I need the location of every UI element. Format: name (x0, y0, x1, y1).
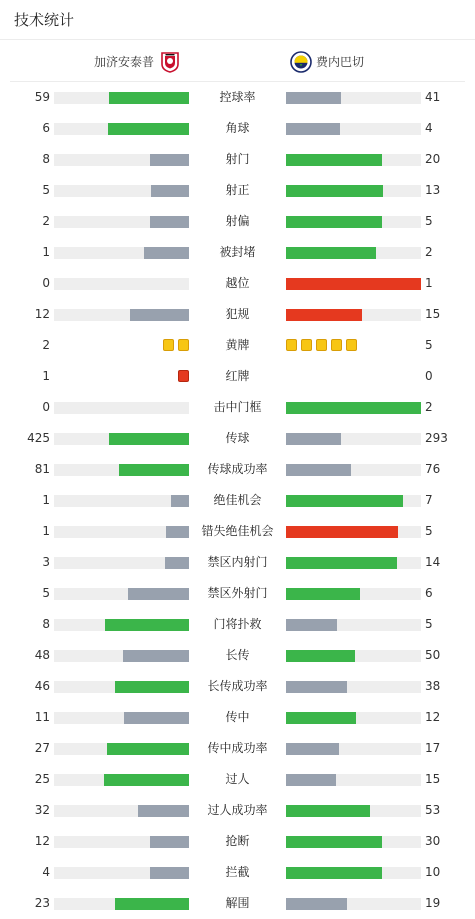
away-stat-bar (286, 898, 347, 910)
home-stat-value: 5 (42, 183, 50, 197)
away-stat-bar-track (286, 650, 421, 662)
away-stat-value: 293 (425, 431, 448, 445)
stat-row (0, 361, 475, 392)
home-stat-value: 4 (42, 865, 50, 879)
home-stat-bar (107, 743, 189, 755)
home-stat-bar (119, 464, 189, 476)
away-stat-bar (286, 836, 382, 848)
home-stat-value: 8 (42, 152, 50, 166)
away-stat-value: 30 (425, 834, 441, 848)
home-stat-bar-track (54, 805, 189, 817)
away-stat-value: 4 (425, 121, 433, 135)
home-stat-bar (128, 588, 189, 600)
stat-label: 射正 (225, 183, 250, 197)
stat-label: 过人 (225, 772, 250, 786)
away-stat-value: 5 (425, 524, 433, 538)
home-stat-bar-track (54, 216, 189, 228)
stat-row (0, 392, 475, 423)
yellow-card-icon (286, 339, 297, 351)
home-stat-bar-track (54, 433, 189, 445)
away-stat-value: 12 (425, 710, 441, 724)
away-stat-bar-track (286, 867, 421, 879)
home-stat-bar-track (54, 402, 189, 414)
home-stat-bar-track (54, 154, 189, 166)
away-stat-bar-track (286, 216, 421, 228)
away-stat-bar-track (286, 774, 421, 786)
stat-row (0, 485, 475, 516)
stat-row (0, 454, 475, 485)
away-stat-value: 19 (425, 896, 441, 910)
away-stat-bar-track (286, 402, 421, 414)
away-stat-value: 6 (425, 586, 433, 600)
page-title: 技术统计 (0, 0, 475, 40)
stat-row (0, 330, 475, 361)
away-stat-value: 13 (425, 183, 441, 197)
stat-label: 黄牌 (225, 338, 250, 352)
stat-label: 解围 (225, 896, 250, 910)
away-stat-value: 20 (425, 152, 441, 166)
stat-label: 传球 (225, 431, 250, 445)
away-stat-bar-track (286, 278, 421, 290)
away-stat-bar (286, 526, 398, 538)
away-stat-bar-track (286, 92, 421, 104)
home-stat-bar-track (54, 774, 189, 786)
away-stat-bar (286, 185, 383, 197)
away-stat-bar (286, 588, 360, 600)
home-stat-value: 2 (42, 214, 50, 228)
away-stat-bar-track (286, 836, 421, 848)
home-stat-bar (109, 433, 189, 445)
home-stat-bar (151, 185, 189, 197)
stat-row (0, 268, 475, 299)
home-stat-bar-track (54, 464, 189, 476)
home-stat-bar-track (54, 712, 189, 724)
away-stat-value: 5 (425, 338, 433, 352)
home-stat-bar (115, 898, 189, 910)
away-stat-bar-track (286, 185, 421, 197)
home-stat-value: 425 (27, 431, 50, 445)
away-stat-bar (286, 433, 341, 445)
stat-row (0, 547, 475, 578)
stat-row (0, 82, 475, 113)
stat-row (0, 175, 475, 206)
away-stat-bar (286, 309, 362, 321)
stats-list (0, 82, 475, 919)
home-stat-bar-track (54, 650, 189, 662)
home-stat-value: 2 (42, 338, 50, 352)
away-stat-value: 10 (425, 865, 441, 879)
stat-label: 禁区内射门 (207, 555, 268, 569)
stat-row (0, 578, 475, 609)
away-stat-bar (286, 867, 382, 879)
stat-row (0, 113, 475, 144)
away-stat-bar (286, 402, 421, 414)
home-stat-bar (123, 650, 189, 662)
team-header (10, 40, 465, 82)
away-stat-bar (286, 805, 370, 817)
stat-row (0, 237, 475, 268)
home-stat-bar (124, 712, 189, 724)
away-stat-bar (286, 92, 341, 104)
home-stat-value: 6 (42, 121, 50, 135)
yellow-card-icon (316, 339, 327, 351)
stat-label: 禁区外射门 (207, 586, 268, 600)
stat-label: 过人成功率 (207, 803, 268, 817)
home-stat-bar-track (54, 588, 189, 600)
home-stat-bar (166, 526, 189, 538)
yellow-card-icon (178, 339, 189, 351)
stat-row (0, 857, 475, 888)
home-stat-value: 81 (34, 462, 50, 476)
away-stat-bar (286, 154, 382, 166)
home-stat-value: 27 (34, 741, 50, 755)
stat-row (0, 702, 475, 733)
away-stat-bar (286, 650, 355, 662)
home-stat-bar-track (54, 123, 189, 135)
away-stat-bar (286, 495, 403, 507)
home-stat-bar (138, 805, 189, 817)
away-stat-bar-track (286, 898, 421, 910)
away-stat-value: 41 (425, 90, 441, 104)
home-stat-value: 48 (34, 648, 50, 662)
away-stat-bar-track (286, 588, 421, 600)
away-stat-value: 53 (425, 803, 441, 817)
stat-row (0, 299, 475, 330)
home-team[interactable] (94, 40, 180, 82)
away-stat-bar-track (286, 712, 421, 724)
away-stat-bar (286, 278, 421, 290)
away-stat-bar-track (286, 743, 421, 755)
home-stat-value: 0 (42, 276, 50, 290)
home-stat-bar (165, 557, 189, 569)
red-card-icon (178, 370, 189, 382)
stat-row (0, 826, 475, 857)
stat-label: 犯规 (225, 307, 250, 321)
home-cards (178, 370, 189, 382)
stat-label: 射门 (225, 152, 250, 166)
home-stat-bar (150, 154, 189, 166)
home-stat-value: 11 (34, 710, 50, 724)
home-stat-value: 1 (42, 369, 50, 383)
home-stat-value: 1 (42, 245, 50, 259)
home-stat-value: 1 (42, 493, 50, 507)
home-stat-value: 23 (34, 896, 50, 910)
stat-label: 门将扑救 (213, 617, 262, 631)
away-stat-bar (286, 743, 339, 755)
home-stat-bar-track (54, 495, 189, 507)
home-stat-value: 3 (42, 555, 50, 569)
yellow-card-icon (331, 339, 342, 351)
away-stat-value: 14 (425, 555, 441, 569)
home-stat-value: 59 (34, 90, 50, 104)
away-stat-bar (286, 247, 376, 259)
away-stat-value: 15 (425, 307, 441, 321)
home-stat-value: 5 (42, 586, 50, 600)
stat-label: 拦截 (225, 865, 250, 879)
home-stat-bar-track (54, 619, 189, 631)
home-team-name: 加济安泰普 (93, 54, 154, 69)
home-stat-bar-track (54, 309, 189, 321)
home-stat-bar-track (54, 247, 189, 259)
home-stat-value: 46 (34, 679, 50, 693)
away-stat-bar (286, 557, 397, 569)
stat-row (0, 144, 475, 175)
away-stat-bar-track (286, 619, 421, 631)
away-stat-value: 2 (425, 245, 433, 259)
away-team[interactable] (290, 40, 364, 82)
stat-label: 传中成功率 (207, 741, 268, 755)
away-stat-bar (286, 123, 340, 135)
home-stat-bar-track (54, 743, 189, 755)
away-stat-value: 2 (425, 400, 433, 414)
yellow-card-icon (163, 339, 174, 351)
away-stat-value: 7 (425, 493, 433, 507)
stat-label: 越位 (225, 276, 250, 290)
yellow-card-icon (301, 339, 312, 351)
stat-label: 射偏 (225, 214, 250, 228)
away-stat-bar (286, 774, 336, 786)
away-stat-bar-track (286, 526, 421, 538)
stat-row (0, 888, 475, 919)
stat-label: 击中门框 (213, 400, 262, 414)
home-stat-bar (109, 92, 189, 104)
stat-row (0, 733, 475, 764)
stat-label: 长传成功率 (207, 679, 268, 693)
home-stat-bar-track (54, 557, 189, 569)
stat-label: 绝佳机会 (213, 493, 262, 507)
stat-row (0, 671, 475, 702)
home-stat-bar (150, 216, 189, 228)
away-stat-value: 0 (425, 369, 433, 383)
away-stat-value: 15 (425, 772, 441, 786)
stat-row (0, 423, 475, 454)
home-stat-bar-track (54, 278, 189, 290)
stat-row (0, 206, 475, 237)
away-stat-bar (286, 681, 347, 693)
away-stat-value: 1 (425, 276, 433, 290)
home-stat-bar-track (54, 836, 189, 848)
away-stat-bar-track (286, 247, 421, 259)
home-stat-bar (171, 495, 189, 507)
home-stat-bar-track (54, 526, 189, 538)
home-stat-value: 12 (34, 307, 50, 321)
away-stat-bar-track (286, 123, 421, 135)
home-stat-value: 25 (34, 772, 50, 786)
stat-row (0, 640, 475, 671)
home-stat-bar (115, 681, 189, 693)
away-team-name: 费内巴切 (316, 54, 365, 69)
home-stat-bar-track (54, 867, 189, 879)
home-cards (163, 339, 189, 351)
home-stat-bar (108, 123, 189, 135)
away-stat-bar-track (286, 433, 421, 445)
away-stat-bar (286, 216, 382, 228)
home-stat-bar (150, 867, 189, 879)
away-stat-value: 38 (425, 679, 441, 693)
stat-label: 被封堵 (219, 245, 256, 259)
home-stat-bar (104, 774, 189, 786)
away-team-logo-icon (290, 51, 310, 71)
home-stat-value: 0 (42, 400, 50, 414)
away-stat-value: 76 (425, 462, 441, 476)
stat-label: 红牌 (225, 369, 250, 383)
away-stat-value: 50 (425, 648, 441, 662)
away-stat-value: 5 (425, 617, 433, 631)
away-stat-bar-track (286, 805, 421, 817)
yellow-card-icon (346, 339, 357, 351)
away-stat-bar-track (286, 557, 421, 569)
stat-label: 长传 (225, 648, 250, 662)
away-stat-bar (286, 464, 351, 476)
away-cards (286, 339, 357, 351)
home-stat-value: 8 (42, 617, 50, 631)
away-stat-value: 5 (425, 214, 433, 228)
home-stat-bar-track (54, 898, 189, 910)
home-stat-bar-track (54, 185, 189, 197)
home-team-logo-icon (160, 51, 180, 71)
stat-row (0, 795, 475, 826)
away-stat-bar-track (286, 681, 421, 693)
home-stat-value: 12 (34, 834, 50, 848)
home-stat-bar-track (54, 681, 189, 693)
home-stat-bar (150, 836, 189, 848)
home-stat-bar (105, 619, 189, 631)
stat-label: 传球成功率 (207, 462, 268, 476)
stat-row (0, 609, 475, 640)
home-stat-value: 32 (34, 803, 50, 817)
away-stat-bar-track (286, 154, 421, 166)
away-stat-bar-track (286, 495, 421, 507)
stat-label: 抢断 (225, 834, 250, 848)
stat-label: 控球率 (219, 90, 256, 104)
away-stat-bar-track (286, 309, 421, 321)
away-stat-bar (286, 619, 337, 631)
stat-label: 角球 (225, 121, 250, 135)
stat-row (0, 764, 475, 795)
home-stat-bar (144, 247, 189, 259)
away-stat-bar-track (286, 464, 421, 476)
home-stat-bar (130, 309, 189, 321)
away-stat-value: 17 (425, 741, 441, 755)
home-stat-bar-track (54, 92, 189, 104)
home-stat-value: 1 (42, 524, 50, 538)
stat-label: 传中 (225, 710, 250, 724)
stat-row (0, 516, 475, 547)
away-stat-bar (286, 712, 356, 724)
stat-label: 错失绝佳机会 (201, 524, 274, 538)
